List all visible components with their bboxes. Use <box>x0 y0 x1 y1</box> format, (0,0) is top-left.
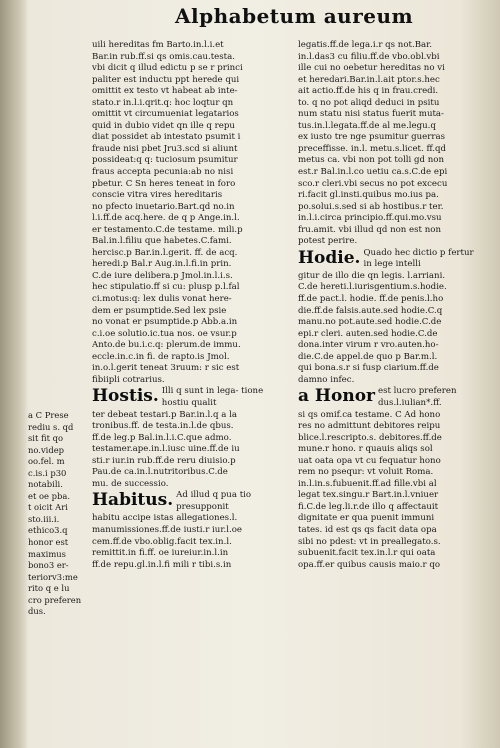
text-line: quid in dubio videt qn ille q repu <box>92 120 235 131</box>
text-line: ter debeat testari.p Bar.in.l.q a la <box>92 409 237 420</box>
text-line: possideat:q q: tuciosum psumitur <box>92 155 238 166</box>
text-line: sto.iii.i. <box>28 513 60 524</box>
text-line: C.de hereti.l.iurisgentium.s.hodie. <box>298 282 447 293</box>
text-line: l.i.ff.de acq.here. de q p Ange.in.l. <box>92 213 240 224</box>
text-line: no.videp <box>28 444 65 455</box>
lemma-text: Ad illud q pua tio presupponit <box>176 490 252 512</box>
text-line: in.o.l.gerit teneat 3ruum: r sic est <box>92 363 240 374</box>
text-line: a C Prese <box>28 410 69 420</box>
text-line: uili hereditas fm Barto.in.l.i.et <box>92 40 224 50</box>
text-line: cem.ff.de vbo.oblig.facit tex.in.l. <box>92 536 232 547</box>
text-line: legatis.ff.de lega.i.r qs not.Bar. <box>298 40 433 50</box>
text-line: rem no psequr: vt voluit Roma. <box>298 467 434 478</box>
text-line: diat possidet ab intestato psumit i <box>92 132 241 143</box>
text-line: et oe pba. <box>28 490 71 501</box>
text-line: er testamento.C.de testame. mili.p <box>92 224 243 235</box>
text-line: gitur de illo die qn legis. l.arriani. <box>298 270 446 281</box>
text-line: heredi.p Bal.r Aug.in.l.fi.in prin. <box>92 259 232 270</box>
right-column-block-b <box>298 271 492 386</box>
text-line: omittit ex testo vt habeat ab inte- <box>92 86 238 97</box>
text-line: die.C.de appel.de quo p Bar.m.l. <box>298 351 438 362</box>
left-text-column <box>92 40 292 571</box>
text-line: paliter est inductu ppt herede qui <box>92 74 240 85</box>
text-line: si qs omif.ca testame. C Ad hono <box>298 409 441 420</box>
text-line: subuenit.facit tex.in.l.r qui oata <box>298 548 436 559</box>
text-line: to. q no pot aliqd deduci in psitu <box>298 97 440 108</box>
page-header-title: Alphabetum aureum <box>175 4 414 28</box>
text-line: hec stipulatio.ff si cu: plusp p.l.fal <box>92 282 240 293</box>
text-line: maximus <box>28 548 66 559</box>
text-line: damno infec. <box>298 374 355 385</box>
text-line: honor est <box>28 537 69 548</box>
text-line: bono3 er- <box>28 560 69 571</box>
text-line: Bar.in rub.ff.si qs omis.cau.testa. <box>92 51 235 62</box>
text-line: ille cui no oebetur hereditas no vi <box>298 63 445 74</box>
lemma-entry-honor <box>298 386 492 409</box>
text-line: sibi no pdest: vt in preallegato.s. <box>298 536 441 547</box>
text-line: Anto.de bu.i.c.q: plerum.de immu. <box>92 340 241 351</box>
text-line: rito q e lu <box>28 583 70 594</box>
text-line: mu. de successio. <box>92 478 169 489</box>
text-line: manumissiones.ff.de iusti.r iur.l.oe <box>92 524 242 535</box>
text-line: res no admittunt debitores reipu <box>298 421 441 432</box>
lemma-entry-habitus <box>92 490 292 513</box>
lemma-word: Hodie. <box>298 247 361 268</box>
text-line: eccle.in.c.in fi. de rapto.is Jmol. <box>92 351 230 362</box>
lemma-entry-hostis <box>92 386 292 409</box>
text-line: tates. id est qs qs facit data opa <box>298 524 437 535</box>
text-line: num statu nisi status fuerit muta- <box>298 109 444 120</box>
text-line: habitu accipe istas allegationes.l. <box>92 513 238 524</box>
right-column-block-c <box>298 410 492 572</box>
text-line: dona.inter virum r vro.auten.ho- <box>298 340 439 351</box>
text-line: ex iusto tre nge psumitur guerras <box>298 132 445 143</box>
text-line: vbi dicit q illud edictu p se r princi <box>92 63 243 74</box>
text-line: fibiipli cotrarius. <box>92 374 165 385</box>
text-line: potest perire. <box>298 236 358 247</box>
right-column-block-a <box>298 40 492 248</box>
lemma-entry-hodie <box>298 248 492 271</box>
text-line: t oicit Ari <box>28 502 68 513</box>
text-line: fraus accepta pecunia:ab no nisi <box>92 167 234 178</box>
lemma-text: Illi q sunt in lega- tione hostiu qualit <box>161 386 264 408</box>
text-line: ri.facit gl.insti.quibus mo.ius pa. <box>298 190 439 201</box>
text-line: conscie vitra vires hereditaris <box>92 190 223 201</box>
text-line: pbetur. C Sn heres teneat in foro <box>92 178 236 189</box>
text-line: ff.de repu.gl.in.l.fi mili r tibi.s.in <box>92 559 232 570</box>
text-line: dem er psumptide.Sed lex psie <box>92 305 227 316</box>
text-line: no vonat er psumptide.p Abb.a.in <box>92 317 238 328</box>
margin-note <box>28 410 88 618</box>
text-line: epi.r cleri. auten.sed hodie.C.de <box>298 328 438 339</box>
text-line: qui bona.s.r si fusp ciarium.ff.de <box>298 363 439 374</box>
text-line: in.l.das3 cu filiu.ff.de vbo.obl.vbi <box>298 51 440 62</box>
text-line: ff.de leg.p Bal.in.l.i.C.que admo. <box>92 432 232 443</box>
text-line: rediu s. qd <box>28 421 74 432</box>
text-line: stato.r in.l.i.qrit.q: hoc loqtur qn <box>92 97 234 108</box>
text-line: ait actio.ff.de his q in frau.credi. <box>298 86 439 97</box>
lemma-word: a Honor <box>298 386 375 407</box>
text-line: ethico3.q <box>28 525 68 536</box>
text-line: testamer.ape.in.l.iusc uine.ff.de iu <box>92 444 240 455</box>
text-line: est.r Bal.in.l.co uetiu ca.s.C.de epi <box>298 167 448 178</box>
text-line: in.l.i.circa principio.ff.qui.mo.vsu <box>298 213 442 224</box>
text-line: hercisc.p Bar.in.l.gerit. ff. de acq. <box>92 247 238 258</box>
text-line: teriorv3:me <box>28 571 78 582</box>
text-line: mune.r hono. r quauis aliqs sol <box>298 444 433 455</box>
text-line: omittit vt circumueniat legatarios <box>92 109 239 120</box>
text-line: tronibus.ff. de testa.in.l.de qbus. <box>92 421 234 432</box>
text-line: legat tex.singu.r Bart.in.l.vniuer <box>298 490 439 501</box>
text-line: ci.motus:q: lex dulis vonat here- <box>92 294 232 305</box>
text-line: sco.r cleri.vbi secus no pot excecu <box>298 178 448 189</box>
text-line: fraude nisi pbet Jru3.scd si aliunt <box>92 143 238 154</box>
text-line: dus. <box>28 606 46 617</box>
text-line: Pau.de ca.in.l.nutritoribus.C.de <box>92 467 228 478</box>
text-line: fi.C.de leg.li.r.de illo q affectauit <box>298 501 439 512</box>
text-line: uat oata opa vt cu fequatur hono <box>298 455 441 466</box>
text-line: Bal.in.l.filiu que habetes.C.fami. <box>92 236 232 247</box>
text-line: metus ca. vbi non pot tolli gd non <box>298 155 445 166</box>
text-line: c.i.oe solutio.ic.tua nos. oe vsur.p <box>92 328 237 339</box>
text-line: blice.l.rescripto.s. debitores.ff.de <box>298 432 442 443</box>
left-column-block-a <box>92 40 292 386</box>
text-line: opa.ff.er quibus causis maio.r qo <box>298 559 441 570</box>
lemma-word: Hostis. <box>92 386 159 407</box>
text-line: sit fit qo <box>28 433 64 444</box>
text-line: remittit.in fi.ff. oe iureiur.in.l.in <box>92 548 229 559</box>
binding-gutter <box>0 0 28 748</box>
left-column-block-b <box>92 410 292 491</box>
text-line: et heredari.Bar.in.l.ait ptor.s.hec <box>298 74 440 85</box>
text-line: manu.no pot.aute.sed hodie.C.de <box>298 317 442 328</box>
lemma-text: est lucro preferen dus.l.iulian*.ff. <box>378 386 457 408</box>
text-line: tus.in.l.legata.ff.de al me.legu.q <box>298 120 436 131</box>
text-line: oo.fel. m <box>28 456 65 467</box>
text-line: po.solui.s.sed si ab hostibus.r ter. <box>298 201 444 212</box>
lemma-word: Habitus. <box>92 490 174 511</box>
text-line: preceffisse. in.l. metu.s.licet. ff.qd <box>298 143 446 154</box>
text-line: C.de iure delibera.p Jmol.in.l.i.s. <box>92 270 233 281</box>
text-line: in.l.in.s.fubuenit.ff.ad fille.vbi al <box>298 478 437 489</box>
lemma-text: Quado hec dictio p fertur in lege intelli <box>363 247 474 270</box>
text-line: notabili. <box>28 479 63 490</box>
text-line: dignitate er qua puenit immuni <box>298 513 435 524</box>
text-line: no pfecto inuetario.Bart.qd no.in <box>92 201 235 212</box>
text-line: sti.r iur.in rub.ff.de reru diuisio.p <box>92 455 236 466</box>
text-line: cro preferen <box>28 594 82 605</box>
text-line: c.is.i p30 <box>28 467 67 478</box>
right-text-column <box>298 40 492 571</box>
left-column-block-c <box>92 513 292 571</box>
text-line: die.ff.de falsis.aute.sed hodie.C.q <box>298 305 443 316</box>
text-line: ff.de pact.l. hodie. ff.de penis.l.ho <box>298 294 444 305</box>
text-line: fru.amit. vbi illud qd non est non <box>298 224 441 235</box>
